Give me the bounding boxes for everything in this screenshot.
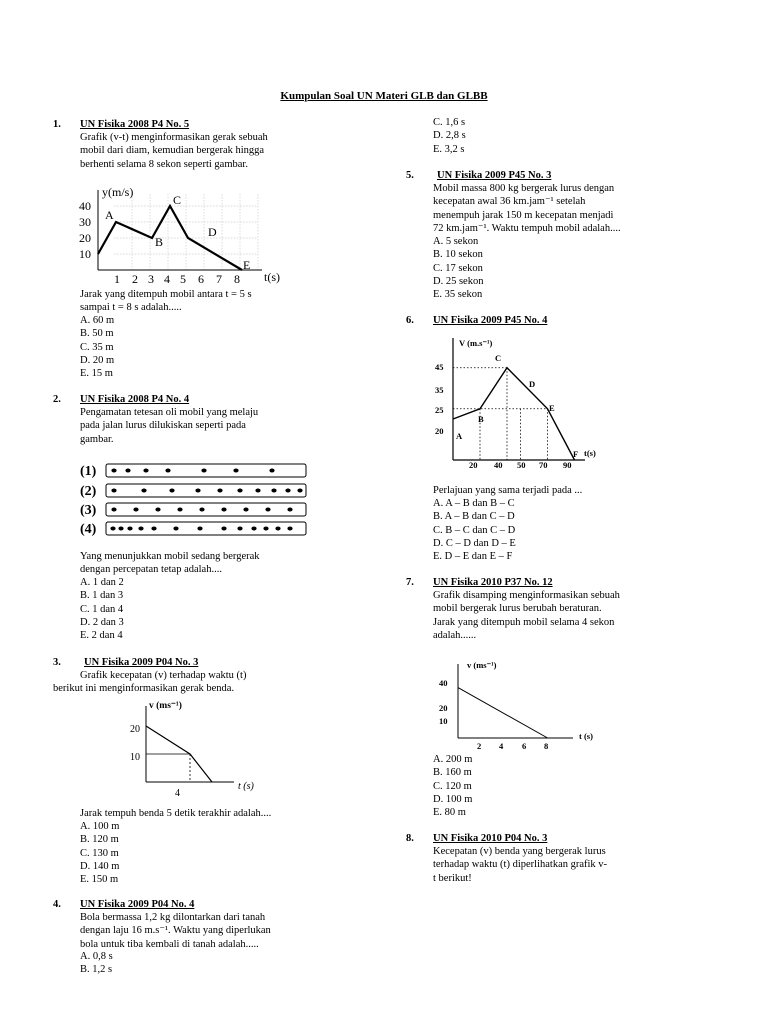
y-tick: 20 — [439, 703, 448, 713]
q2-question — [80, 550, 260, 577]
oil-drop — [133, 508, 138, 512]
q5-line: kecepatan awal 36 km.jam⁻¹ setelah — [433, 196, 586, 208]
oil-drop — [217, 489, 222, 493]
option-b[interactable]: B. 120 m — [80, 834, 119, 846]
page-title: Kumpulan Soal UN Materi GLB dan GLBB — [280, 90, 488, 102]
q5-line: Mobil massa 800 kg bergerak lurus dengan — [433, 183, 615, 194]
option-b[interactable]: B. 1,2 s — [80, 964, 113, 976]
option-d[interactable]: D. 2 dan 3 — [80, 616, 124, 628]
q1-vt-graph — [76, 184, 301, 286]
q2-line: Pengamatan tetesan oli mobil yang melaju — [80, 407, 259, 418]
velocity-line — [453, 368, 575, 460]
oil-drop — [201, 469, 206, 473]
oil-drop — [111, 489, 116, 493]
point-label-d: D — [208, 225, 217, 239]
point-label-c: C — [495, 353, 502, 363]
q2-question-line: dengan percepatan tetap adalah.... — [80, 564, 222, 576]
q8-line: terhadap waktu (t) diperlihatkan grafik v- — [433, 859, 608, 871]
option-a[interactable]: A. 100 m — [80, 821, 120, 832]
q8-text — [433, 845, 607, 885]
q5-text — [433, 182, 621, 235]
q1-options — [80, 314, 114, 380]
oil-drop — [271, 489, 276, 493]
option-a[interactable]: A. 0,8 s — [80, 951, 113, 962]
q1-question-line: sampai t = 8 s adalah..... — [80, 302, 182, 314]
option-a[interactable]: A. 60 m — [80, 315, 115, 326]
strip-label: (3) — [80, 503, 97, 518]
option-c[interactable]: C. 1 dan 4 — [80, 603, 124, 615]
q2-line: pada jalan lurus dilukiskan seperti pada — [80, 420, 246, 432]
q4-options-part2 — [433, 116, 466, 156]
option-d[interactable]: D. 100 m — [433, 793, 473, 805]
oil-drop — [155, 508, 160, 512]
x-tick: 4 — [175, 788, 180, 799]
q1-source: UN Fisika 2008 P4 No. 5 — [80, 119, 190, 130]
y-tick: 20 — [130, 724, 140, 735]
x-tick: 2 — [132, 272, 138, 286]
q3-question: Jarak tempuh benda 5 detik terakhir adalah.... — [80, 808, 272, 819]
q8-line: Kecepatan (v) benda yang bergerak lurus — [433, 846, 606, 857]
x-tick: 50 — [517, 460, 526, 470]
oil-drop — [173, 527, 178, 531]
q2-text — [80, 406, 258, 446]
point-label-e: E — [243, 258, 251, 272]
oil-drop — [125, 469, 130, 473]
q4-line: Bola bermassa 1,2 kg dilontarkan dari tanah — [80, 912, 266, 923]
oil-drop — [127, 527, 132, 531]
q6-options — [433, 497, 516, 563]
option-a[interactable]: A. A – B dan B – C — [433, 498, 515, 509]
oil-drop — [111, 508, 116, 512]
oil-drop — [177, 508, 182, 512]
x-tick: 90 — [563, 460, 572, 470]
q3-source: UN Fisika 2009 P04 No. 3 — [84, 657, 199, 668]
option-e[interactable]: E. 15 m — [80, 368, 113, 380]
point-label-b: B — [155, 235, 164, 249]
q1-line: berhenti selama 8 sekon seperti gambar. — [80, 158, 248, 170]
y-tick: 40 — [439, 678, 448, 688]
option-e[interactable]: E. 150 m — [80, 874, 119, 886]
option-b[interactable]: B. 10 sekon — [433, 249, 483, 261]
q6-vt-graph — [425, 332, 625, 472]
oil-drop — [118, 527, 123, 531]
oil-drop — [195, 489, 200, 493]
q5-source: UN Fisika 2009 P45 No. 3 — [437, 170, 552, 181]
q5-line: menempuh jarak 150 m kecepatan menjadi — [433, 209, 614, 221]
x-tick: 20 — [469, 460, 478, 470]
option-e[interactable]: E. D – E dan E – F — [433, 551, 513, 563]
option-e[interactable]: E. 2 dan 4 — [80, 630, 123, 642]
option-d[interactable]: D. 140 m — [80, 860, 120, 872]
point-label-a: A — [456, 431, 463, 441]
q8-number: 8. — [406, 833, 414, 844]
point-label-f: F — [573, 449, 579, 459]
q2-question-line: Yang menunjukkan mobil sedang bergerak — [80, 551, 260, 562]
x-tick: 2 — [477, 741, 482, 751]
y-tick: 20 — [435, 426, 444, 436]
y-tick: 20 — [79, 231, 91, 245]
option-b[interactable]: B. 160 m — [433, 767, 472, 779]
q2-line: gambar. — [80, 433, 114, 445]
q5-number: 5. — [406, 170, 414, 181]
q7-line: mobil bergerak lurus berubah beraturan. — [433, 603, 602, 615]
strip-label: (2) — [80, 484, 97, 499]
y-axis-label: V (m.s⁻¹) — [459, 338, 493, 348]
oil-drop — [275, 527, 280, 531]
q1-question-line: Jarak yang ditempuh mobil antara t = 5 s — [80, 289, 252, 300]
y-tick: 10 — [79, 247, 91, 261]
option-d[interactable]: D. 25 sekon — [433, 275, 484, 287]
option-c[interactable]: C. 35 m — [80, 341, 114, 353]
y-tick: 35 — [435, 385, 444, 395]
option-e[interactable]: E. 80 m — [433, 807, 466, 819]
q4-options-part1 — [80, 950, 113, 977]
oil-drop — [243, 508, 248, 512]
x-tick: 70 — [539, 460, 548, 470]
oil-drop — [221, 508, 226, 512]
oil-drop — [110, 527, 115, 531]
x-axis-label: t(s) — [584, 448, 596, 458]
oil-drop — [297, 489, 302, 493]
oil-drop — [265, 508, 270, 512]
oil-drop — [169, 489, 174, 493]
option-c[interactable]: C. 1,6 s — [433, 117, 466, 128]
point-label-e: E — [549, 403, 555, 413]
q3-number: 3. — [53, 657, 61, 668]
x-tick: 7 — [216, 272, 222, 286]
q6-source: UN Fisika 2009 P45 No. 4 — [433, 315, 548, 326]
strip-label: (4) — [80, 522, 97, 537]
oil-drop — [285, 489, 290, 493]
x-tick: 4 — [499, 741, 504, 751]
option-c[interactable]: C. 17 sekon — [433, 262, 483, 274]
option-e[interactable]: E. 35 sekon — [433, 289, 483, 301]
q7-source: UN Fisika 2010 P37 No. 12 — [433, 577, 553, 588]
oil-drop — [233, 469, 238, 473]
x-tick: 8 — [234, 272, 240, 286]
q3-line: berikut ini menginformasikan gerak benda. — [53, 683, 235, 694]
q2-options — [80, 576, 124, 642]
q6-question: Perlajuan yang sama terjadi pada ... — [433, 485, 583, 496]
q7-text — [433, 589, 620, 642]
q5-line: 72 km.jam⁻¹. Waktu tempuh mobil adalah.... — [433, 222, 621, 234]
option-c[interactable]: C. B – C dan C – D — [433, 524, 516, 536]
q1-line: mobil dari diam, kemudian bergerak hingga — [80, 145, 265, 157]
oil-drop — [287, 508, 292, 512]
x-tick: 3 — [148, 272, 154, 286]
option-b[interactable]: B. A – B dan C – D — [433, 511, 515, 523]
q2-oil-drop-strips — [80, 460, 310, 538]
oil-drop — [237, 489, 242, 493]
option-d[interactable]: D. C – D dan D – E — [433, 537, 516, 549]
q7-line: Jarak yang ditempuh mobil selama 4 sekon — [433, 616, 615, 628]
oil-drop — [138, 527, 143, 531]
oil-drop — [151, 527, 156, 531]
oil-drop — [237, 527, 242, 531]
oil-drop — [111, 469, 116, 473]
x-tick: 8 — [544, 741, 549, 751]
q1-question — [80, 288, 252, 315]
option-d[interactable]: D. 2,8 s — [433, 130, 466, 142]
oil-drop — [165, 469, 170, 473]
option-b[interactable]: B. 1 dan 3 — [80, 590, 124, 602]
y-axis-label: y(m/s) — [102, 185, 134, 199]
option-e[interactable]: E. 3,2 s — [433, 143, 465, 155]
y-tick: 45 — [435, 362, 444, 372]
q5-options — [433, 235, 483, 301]
q6-number: 6. — [406, 315, 414, 326]
y-tick: 10 — [130, 752, 140, 763]
q8-source: UN Fisika 2010 P04 No. 3 — [433, 833, 548, 844]
y-tick: 30 — [79, 215, 91, 229]
y-axis-label: v (ms⁻¹) — [149, 701, 182, 711]
q7-options — [433, 753, 472, 819]
y-tick: 10 — [439, 716, 448, 726]
oil-drop — [141, 489, 146, 493]
x-tick: 5 — [180, 272, 186, 286]
q3-line: Grafik kecepatan (v) terhadap waktu (t) — [80, 670, 247, 681]
x-tick: 40 — [494, 460, 503, 470]
q4-number: 4. — [53, 899, 61, 910]
oil-drop — [221, 527, 226, 531]
q7-number: 7. — [406, 577, 414, 588]
point-label-d: D — [529, 379, 536, 389]
q1-line: Grafik (v-t) menginformasikan gerak sebuah — [80, 132, 268, 143]
x-tick: 4 — [164, 272, 170, 286]
x-tick: 6 — [198, 272, 204, 286]
velocity-line — [458, 688, 548, 738]
x-tick: 6 — [522, 741, 527, 751]
q7-line: adalah...... — [433, 629, 477, 641]
oil-drop — [197, 527, 202, 531]
option-d[interactable]: D. 20 m — [80, 354, 115, 366]
option-a[interactable]: A. 200 m — [433, 754, 473, 765]
point-label-a: A — [105, 208, 114, 222]
q3-options — [80, 820, 119, 886]
x-tick: 1 — [114, 272, 120, 286]
q4-line: bola untuk tiba kembali di tanah adalah..... — [80, 938, 259, 950]
oil-drop — [263, 527, 268, 531]
q2-number: 2. — [53, 394, 61, 405]
q7-vt-graph — [433, 656, 613, 754]
q4-line: dengan laju 16 m.s⁻¹. Waktu yang diperlukan — [80, 925, 271, 937]
y-axis-label: v (ms⁻¹) — [467, 660, 497, 670]
oil-drop — [287, 527, 292, 531]
x-axis-label: t (s) — [579, 731, 593, 741]
option-b[interactable]: B. 50 m — [80, 328, 114, 340]
q4-source: UN Fisika 2009 P04 No. 4 — [80, 899, 195, 910]
q3-vt-graph — [122, 696, 272, 802]
q7-line: Grafik disamping menginformasikan sebuah — [433, 590, 620, 601]
oil-drop — [251, 527, 256, 531]
oil-drop — [255, 489, 260, 493]
point-label-c: C — [173, 193, 182, 207]
x-axis-label: t (s) — [238, 781, 254, 792]
point-label-b: B — [478, 414, 484, 424]
strip-label: (1) — [80, 464, 97, 479]
q4-text — [80, 911, 271, 951]
q2-source: UN Fisika 2008 P4 No. 4 — [80, 394, 190, 405]
q8-line: t berikut! — [433, 872, 472, 884]
q1-number: 1. — [53, 119, 61, 130]
y-tick: 40 — [79, 199, 91, 213]
oil-drop — [199, 508, 204, 512]
y-tick: 25 — [435, 405, 444, 415]
option-c[interactable]: C. 130 m — [80, 847, 119, 859]
option-a[interactable]: A. 1 dan 2 — [80, 577, 124, 588]
oil-drop — [143, 469, 148, 473]
option-c[interactable]: C. 120 m — [433, 780, 472, 792]
option-a[interactable]: A. 5 sekon — [433, 236, 479, 247]
q1-text — [80, 131, 268, 171]
x-axis-label: t(s) — [264, 270, 280, 284]
oil-drop — [269, 469, 274, 473]
